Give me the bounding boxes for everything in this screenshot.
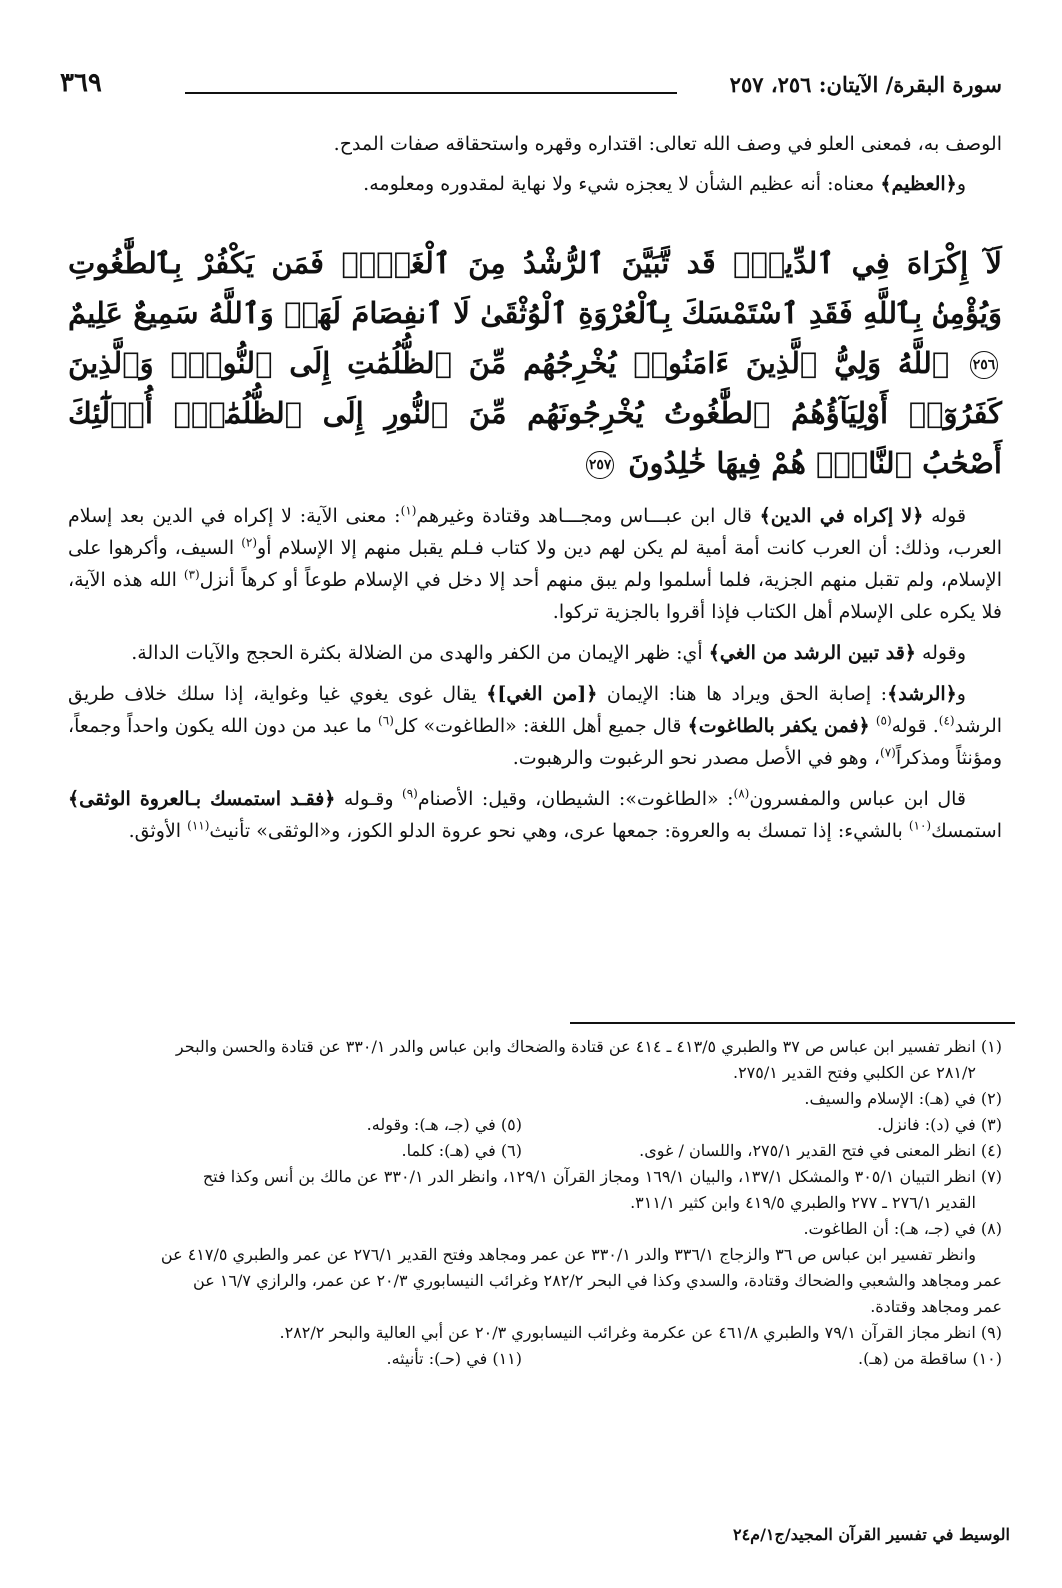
verse-256-text: لَآ إِكْرَاهَ فِي ٱلدِّينِۖ قَد تَّبَيَّنَ ٱلرُّشْدُ مِنَ ٱلْغَيِّۚ فَمَن يَكْفُرْ بِٱلطَّٰغُوتِ وَيُؤْمِنۢ بِٱللَّهِ فَقَدِ ٱسْتَمْسَكَ بِٱلْعُرْوَةِ ٱلْوُثْقَىٰ لَا ٱنفِصَامَ لَهَاۗ وَٱللَّهُ سَمِيعٌ عَلِيمٌ [68, 246, 1002, 330]
text-run: ما عبد من دون الله يكون واحداً وجمعاً، ومؤنثاً ومذكراً [68, 715, 1002, 769]
commentary [68, 500, 1002, 856]
footnote-8-cont-3: عمر ومجاهد وقتادة. [870, 1297, 1002, 1316]
text-run: ، وهو في الأصل مصدر نحو الرغبوت والرهبوت. [512, 747, 881, 769]
footnote-7-cont: القدير ٢٧٦/١ ـ ٢٧٧ والطبري ٤١٩/٥ وابن كثير ٣١١/١. [630, 1193, 976, 1212]
quoted-phrase: ﴿الرشد﴾ [887, 683, 957, 705]
footnote-ref-1: (١) [400, 503, 417, 518]
footnote-row-10-11 [68, 1346, 1002, 1372]
book-imprint: الوسيط في تفسير القرآن المجيد/ج١/م٢٤ [732, 1525, 1010, 1544]
text-run: . قوله [891, 715, 939, 737]
text-run: أي: ظهر الإيمان من الكفر والهدى من الضلالة بكثرة الحجج والآيات الدالة. [131, 642, 709, 664]
text-run: الله هذه الآية، فلا يكره على الإسلام أهل الكتاب فإذا أقروا بالجزية تركوا. [68, 569, 1002, 623]
footnote-ref-3: (٣) [183, 567, 200, 582]
quran-verse [68, 238, 1002, 488]
footnote-1-cont: ٢٨١/٢ عن الكلبي وفتح القدير ٢٧٥/١. [732, 1063, 976, 1082]
intro-p2-post: معناه: أنه عظيم الشأن لا يعجزه شيء ولا نهاية لمقدوره ومعلومه. [363, 173, 881, 195]
text-run: يقال غوى يغوي غيا وغواية، إذا سلك خلاف طريق الرشد [68, 683, 1003, 737]
page-number: ٣٦٩ [60, 68, 102, 98]
footnotes [68, 1034, 1002, 1372]
footnote-11: (١١) في (حـ): تأنيثه. [386, 1349, 522, 1368]
commentary-paragraph-3 [68, 678, 1002, 774]
footnote-separator [570, 1022, 1015, 1024]
text-run: و [956, 683, 966, 705]
commentary-paragraph-1 [68, 500, 1002, 628]
text-run: قال ابن عباس والمفسرون [749, 788, 966, 810]
text-run: : إصابة الحق ويراد ها هنا: الإيمان [597, 683, 888, 705]
footnote-8-cont-1: وانظر تفسير ابن عباس ص ٣٦ والزجاج ٣٣٦/١ والدر ٣٣٠/١ عن عمر ومجاهد وفتح القدير ٢٧٦/١ عن عمر والطبري ٤١٧/٥ عن [160, 1245, 976, 1264]
running-header [60, 68, 1002, 106]
footnote-ref-8: (٨) [733, 786, 750, 801]
footnote-1: (١) انظر تفسير ابن عباس ص ٣٧ والطبري ٤١٣/٥ ـ ٤١٤ عن قتادة والضحاك وابن عباس والدر ٣٣٠/١ عن قتادة والحسن والبحر [175, 1037, 1002, 1056]
text-run: : معنى الآية: لا إكراه في الدين بعد إسلام العرب، وذلك: أن العرب كانت أمة أمية لم يكن لهم دين ولا كتاب فـلم يقبل منهم إلا الإسلام أو [68, 505, 1003, 559]
verse-257-text: ٱللَّهُ وَلِيُّ ٱلَّذِينَ ءَامَنُوا۟ يُخْرِجُهُم مِّنَ ٱلظُّلُمَٰتِ إِلَى ٱلنُّورِۖ وَٱلَّذِينَ كَفَرُوٓا۟ أَوْلِيَآؤُهُمُ ٱلطَّٰغُوتُ يُخْرِجُونَهُم مِّنَ ٱلنُّورِ إِلَى ٱلظُّلُمَٰتِۗ أُو۟لَٰٓئِكَ أَصْحَٰبُ ٱلنَّارِۖ هُمْ فِيهَا خَٰلِدُونَ [68, 346, 1002, 480]
footnote-5: (٥) في (جـ، هـ): وقوله. [366, 1115, 522, 1134]
intro-paragraph-2 [68, 168, 1002, 200]
text-run: استمسك [931, 820, 1002, 842]
text-run: الأوثق. [128, 820, 188, 842]
footnote-10: (١٠) ساقطة من (هـ). [857, 1349, 1002, 1368]
footnote-7: (٧) انظر التبيان ٣٠٥/١ والمشكل ١٣٧/١، والبيان ١٦٩/١ ومجاز القرآن ١٢٩/١، وانظر الدر ٣٣٠/١ عن مالك بن أنس وكذا فتح [202, 1167, 1002, 1186]
footnote-row-4-6 [68, 1138, 1002, 1164]
commentary-paragraph-2 [68, 637, 1002, 669]
footnote-ref-5: (٥) [875, 713, 892, 728]
text-run: : «الطاغوت»: الشيطان، وقيل: الأصنام [417, 788, 734, 810]
text-run: قوله [923, 505, 967, 527]
footnote-4: (٤) انظر المعنى في فتح القدير ٢٧٥/١، واللسان / غوى. [639, 1141, 1002, 1160]
footnote-ref-4: (٤) [938, 713, 955, 728]
quoted-phrase: ﴿فقـد استمسك بـالعروة الوثقى﴾ [68, 788, 336, 810]
surah-title: سورة البقرة/ الآيتان: ٢٥٦، ٢٥٧ [729, 72, 1002, 97]
quoted-phrase: ﴿قد تبين الرشد من الغي﴾ [708, 642, 916, 664]
footnote-6: (٦) في (هـ): كلما. [401, 1141, 522, 1160]
footnote-ref-10: (١٠) [908, 818, 932, 833]
footnote-2: (٢) في (هـ): الإسلام والسيف. [804, 1089, 1002, 1108]
footnote-ref-7: (٧) [880, 745, 896, 760]
ayah-number-256: ٢٥٦ [970, 351, 998, 379]
term-azim: ﴿العظيم﴾ [880, 173, 957, 195]
text-run: قال ابن عبـــاس ومجـــاهد وقتادة وغيرهم [416, 505, 760, 527]
footnote-row-3-5 [68, 1112, 1002, 1138]
text-run: وقـوله [335, 788, 403, 810]
quoted-phrase: ﴿[من الغي]﴾ [486, 683, 598, 705]
footnote-ref-6: (٦) [378, 713, 394, 728]
footnote-8: (٨) في (جـ، هـ): أن الطاغوت. [803, 1219, 1002, 1238]
text-run: السيف، وأكرهوا على الإسلام، ولم تقبل منهم الجزية، فلما أسلموا ولم يبق منهم أحد إلا دخل في الإسلام طوعاً أو كرهاً أنزل [68, 537, 1002, 591]
ayah-number-257: ٢٥٧ [586, 451, 614, 479]
text-run: بالشيء: إذا تمسك به والعروة: جمعها عرى، وهي نحو عروة الدلو الكوز، و«الوثقى» تأنيث [209, 820, 909, 842]
text-run: قال جميع أهل اللغة: «الطاغوت» كل [393, 715, 688, 737]
footnote-9: (٩) انظر مجاز القرآن ٧٩/١ والطبري ٤٦١/٨ عن عكرمة وغرائب النيسابوري ٢٠/٣ عن أبي العالية والبحر ٢٨٢/٢. [279, 1323, 1002, 1342]
footnote-ref-2: (٢) [241, 535, 258, 550]
footnote-ref-11: (١١) [187, 818, 210, 833]
footnote-3: (٣) في (د): فانزل. [877, 1115, 1002, 1134]
intro-text [68, 128, 1002, 208]
footnote-ref-9: (٩) [402, 786, 418, 801]
footnote-8-cont-2: عمر ومجاهد والشعبي والضحاك وقتادة، والسدي وكذا في البحر ٢٨٢/٢ وغرائب النيسابوري ٢٠/٣ عن عمر، والرازي ١٦/٧ عن [193, 1271, 1002, 1290]
header-rule [185, 92, 677, 94]
quoted-phrase: ﴿فمن يكفر بالطاغوت﴾ [687, 715, 870, 737]
text-run: وقوله [915, 642, 966, 664]
commentary-paragraph-4 [68, 783, 1002, 847]
intro-p2-pre: و [956, 173, 966, 195]
intro-paragraph-1: الوصف به، فمعنى العلو في وصف الله تعالى: اقتداره وقهره واستحقاقه صفات المدح. [333, 133, 1002, 155]
quoted-phrase: ﴿لا إكراه في الدين﴾ [759, 505, 924, 527]
